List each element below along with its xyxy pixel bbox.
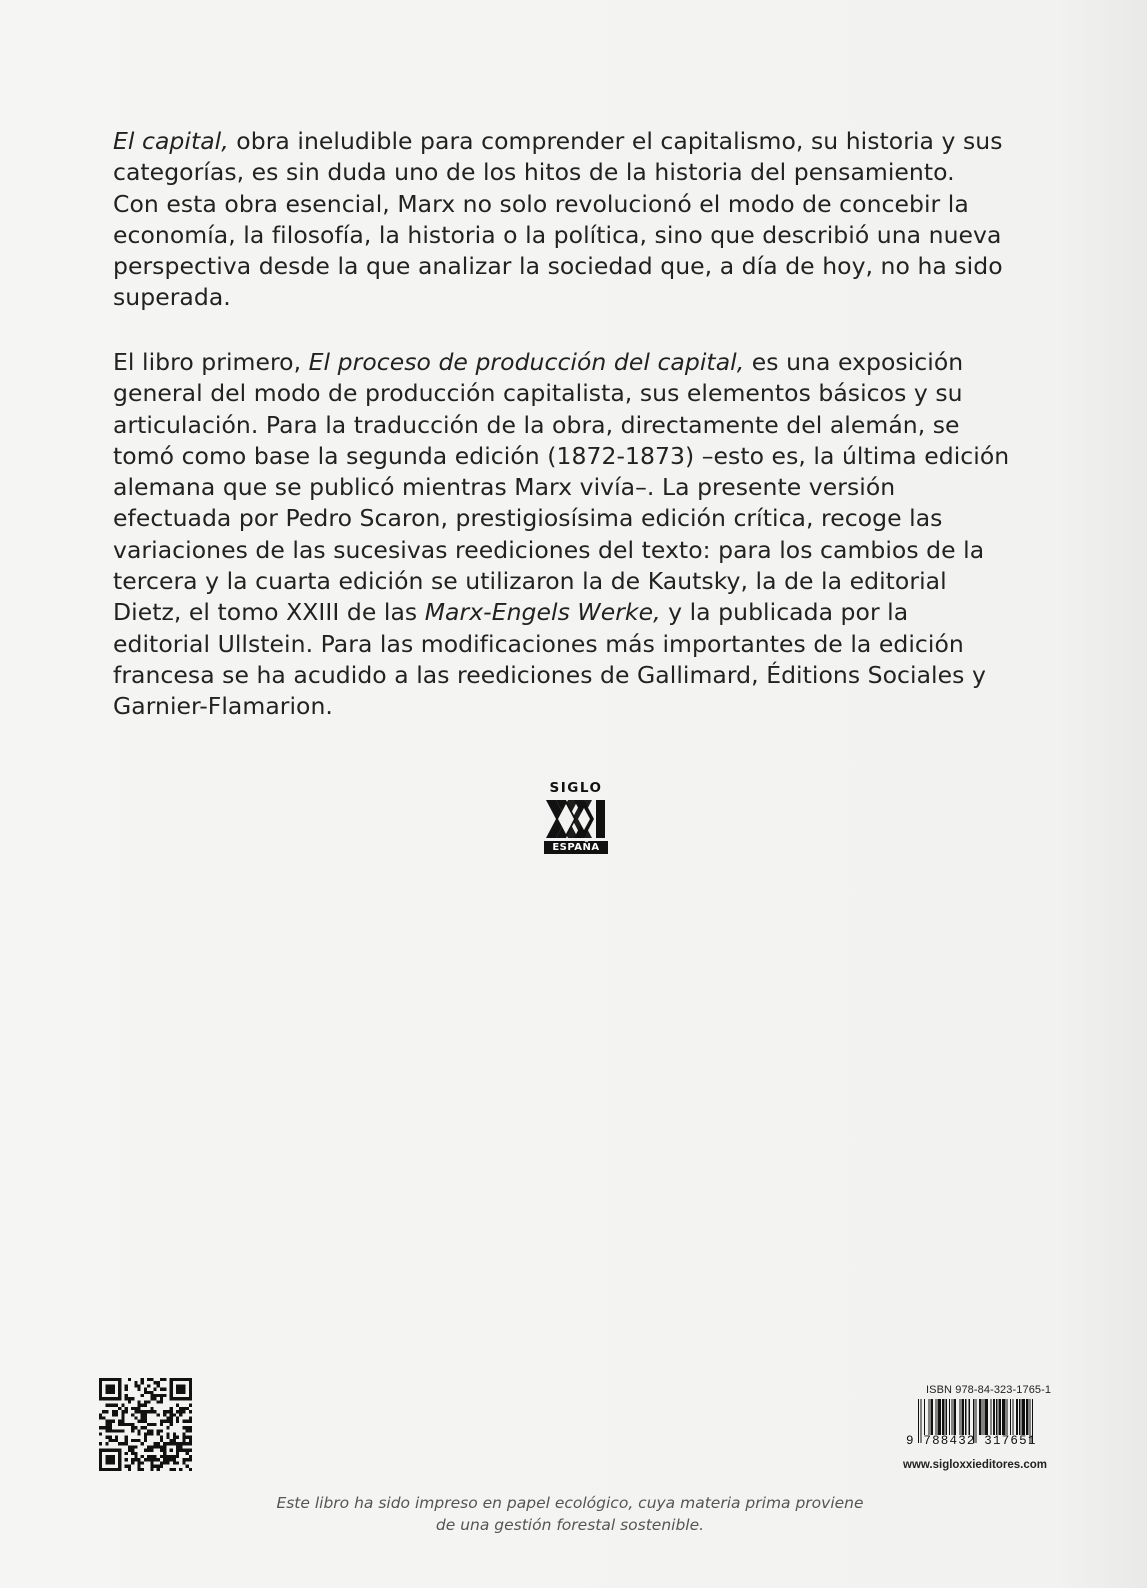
text-line: efectuada por Pedro Scaron, prestigiosísima edición crítica, recoge las: [113, 504, 943, 533]
text-span: obra ineludible para comprender el capitalismo, su historia y sus: [228, 127, 1003, 155]
text-line: francesa se ha acudido a las reediciones de Gallimard, Éditions Sociales y: [113, 660, 986, 689]
text-line: categorías, es sin duda uno de los hitos de la historia del pensamiento.: [113, 158, 955, 187]
text-line: editorial Ullstein. Para las modificaciones más importantes de la edición: [113, 629, 964, 658]
logo-siglo-text: SIGLO: [549, 780, 603, 796]
work-title: Marx-Engels Werke,: [424, 598, 661, 627]
text-span: es una exposición: [744, 348, 964, 376]
xxi-mark-icon: [544, 798, 608, 840]
text-line: Garnier-Flamarion.: [113, 692, 333, 721]
text-line: articulación. Para la traducción de la obra, directamente del alemán, se: [113, 410, 960, 439]
text-line: [113, 347, 1063, 378]
isbn-label: ISBN 978-84-323-1765-1: [926, 1384, 1052, 1396]
text-line: superada.: [113, 283, 231, 312]
eco-paper-notice: [250, 1492, 890, 1536]
blurb-paragraph-2: [113, 347, 1063, 723]
logo-espana-text: ESPAÑA: [544, 841, 608, 854]
footer-line: de una gestión forestal sostenible.: [435, 1516, 705, 1534]
text-span: Dietz, el tomo XXIII de las: [113, 598, 425, 627]
text-line: alemana que se publicó mientras Marx vivía–. La presente versión: [113, 473, 896, 502]
text-line: Con esta obra esencial, Marx no solo revolucionó el modo de concebir la: [113, 189, 969, 218]
text-line: economía, la filosofía, la historia o la política, sino que describió una nueva: [113, 220, 1002, 249]
text-line: tercera y la cuarta edición se utilizaron la de Kautsky, la de la editorial: [113, 567, 947, 596]
blurb-paragraph-1: [113, 126, 1063, 314]
publisher-website: www.sigloxxieditores.com: [903, 1459, 1048, 1471]
text-line: [113, 126, 1063, 157]
book-subtitle: El proceso de producción del capital,: [308, 348, 745, 376]
footer-line: Este libro ha sido impreso en papel ecológico, cuya materia prima proviene: [276, 1494, 864, 1512]
text-line: general del modo de producción capitalista, sus elementos básicos y su: [113, 379, 963, 408]
siglo-xxi-logo: [542, 780, 610, 864]
text-line: variaciones de las sucesivas reediciones del texto: para los cambios de la: [113, 535, 985, 564]
book-title: El capital,: [113, 127, 229, 155]
barcode-digits: 9 788432 317651: [906, 1434, 1037, 1448]
text-line: perspectiva desde la que analizar la sociedad que, a día de hoy, no ha sido: [113, 252, 1003, 281]
text-span: y la publicada por la: [660, 598, 909, 627]
qr-code-icon: [99, 1378, 192, 1471]
text-span: El libro primero,: [113, 348, 309, 376]
text-line: [113, 597, 1063, 628]
text-line: tomó como base la segunda edición (1872-1873) –esto es, la última edición: [113, 441, 1010, 470]
